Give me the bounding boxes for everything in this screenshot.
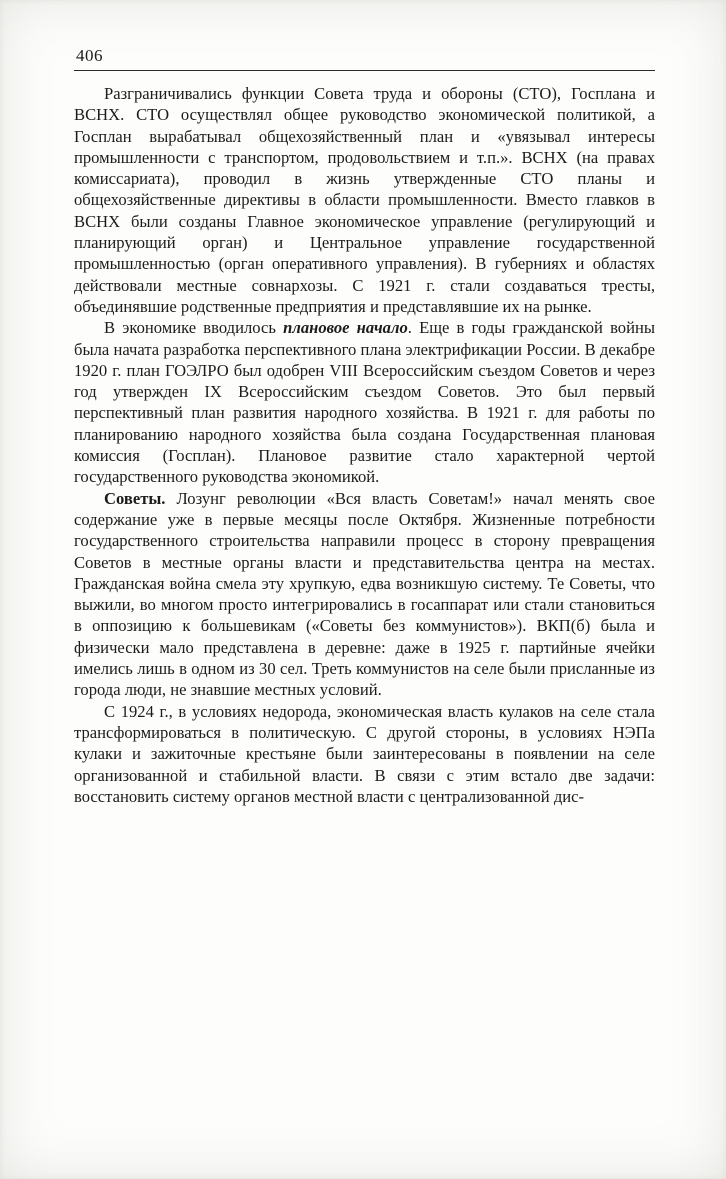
text-run: плановое начало [283,318,408,338]
text-run: С 1924 г., в условиях недорода, экономическая власть кулаков на селе стала трансформироваться в политическую. С другой стороны, в условиях НЭПа кулаки и зажиточные крестьяне были заинтересованы в появлении на селе организованной и стабильной власти. В связи с этим встало две задачи: восстановить систему органов местной власти с централизованной дис- [74,701,655,806]
text-run: Лозунг революции «Вся власть Советам!» начал менять свое содержание уже в первые месяцы после Октября. Жизненные потребности государственного строительства направили процесс в сторону превращения Советов в местные органы власти и представительства центра на местах. Гражданская война смела эту хрупкую, едва возникшую систему. Те Советы, что выжили, во многом просто интегрировались в госаппарат или стали становиться в оппозицию к большевикам («Советы без коммунистов»). ВКП(б) была и физически мало представлена в деревне: даже в 1925 г. партийные ячейки имелись лишь в одном из 30 сел. Треть коммунистов на селе были присланные из города люди, не знавшие местных условий. [74,488,655,700]
paragraph [74,317,655,487]
text-run: В экономике вводилось [104,318,284,338]
paragraph [74,83,655,317]
paragraph [74,701,655,807]
paragraph [74,488,655,701]
header-rule [74,70,655,71]
text-run: Разграничивались функции Совета труда и обороны (СТО), Госплана и ВСНХ. СТО осуществлял общее руководство экономической политикой, а Госплан вырабатывал общехозяйственный план и «увязывал интересы промышленности с транспортом, продовольствием и т.п.». ВСНХ (на правах комиссариата), проводил в жизнь утвержденные СТО планы и общехозяйственные директивы в области промышленности. Вместо главков в ВСНХ были созданы Главное экономическое управление (регулирующий и планирующий орган) и Центральное управление государственной промышленностью (орган оперативного управления). В губерниях и областях действовали местные совнархозы. С 1921 г. стали создаваться тресты, объединявшие родственные предприятия и представлявшие их на рынке. [74,84,655,316]
text-run: . Еще в годы гражданской войны была начата разработка перспективного плана электрификации России. В декабре 1920 г. план ГОЭЛРО был одобрен VIII Всероссийским съездом Советов и через год утвержден IX Всероссийским съездом Советов. Это был первый перспективный план развития народного хозяйства. В 1921 г. для работы по планированию народного хозяйства была создана Государственная плановая комиссия (Госплан). Плановое развитие стало характерной чертой государственного руководства экономикой. [74,318,655,487]
page-number: 406 [76,46,103,65]
text-run: Советы. [104,488,166,508]
body-text [74,83,655,807]
